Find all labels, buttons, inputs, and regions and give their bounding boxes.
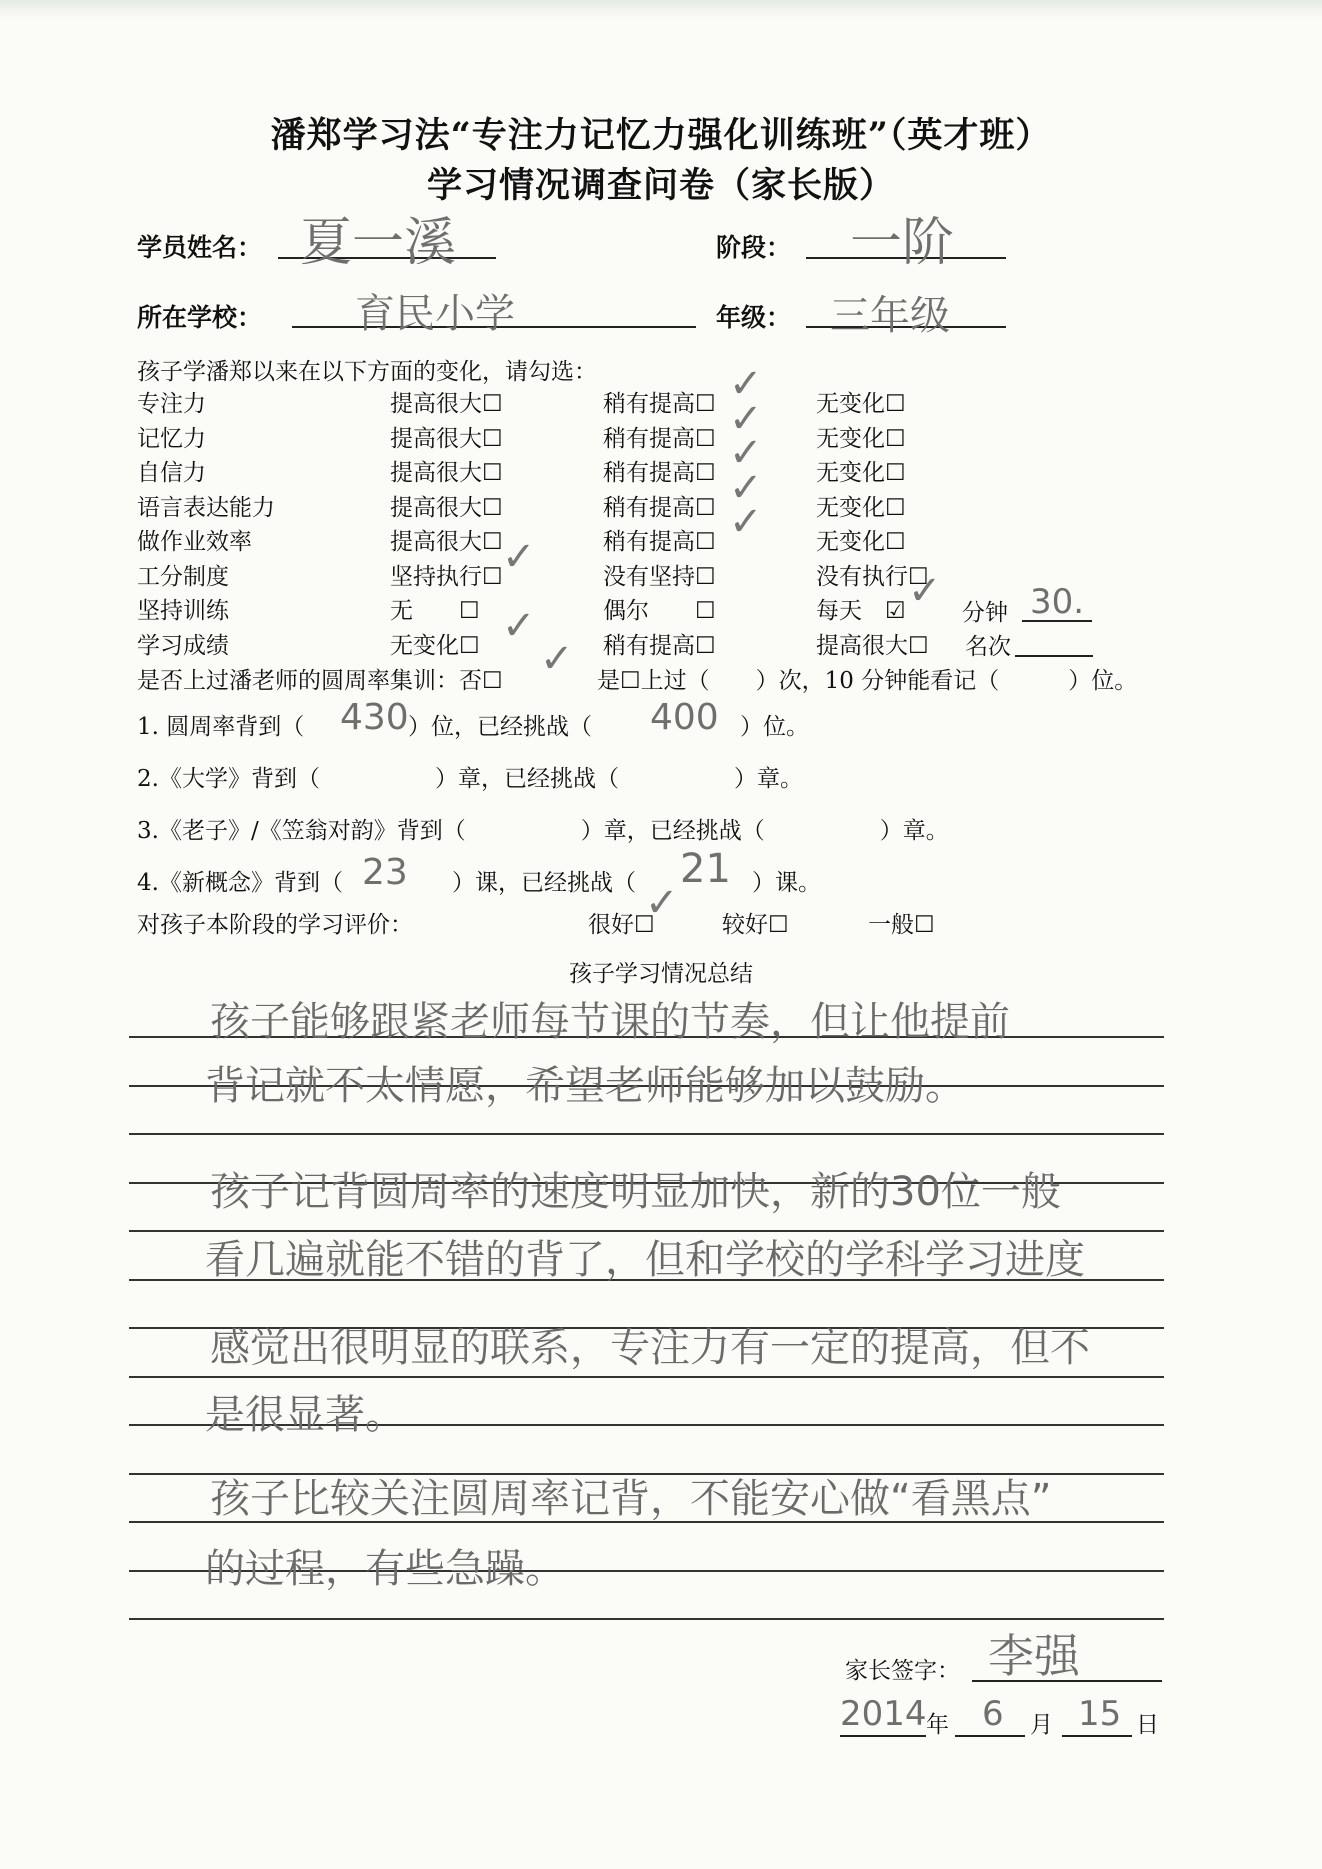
change-option[interactable]: 提高很大☐ — [390, 460, 503, 486]
form-subtitle: 学习情况调查问卷（家长版） — [426, 165, 895, 206]
item1-prefix: 1. 圆周率背到（ — [137, 714, 305, 740]
evaluation-label: 对孩子本阶段的学习评价： — [137, 912, 413, 938]
change-option[interactable]: 稍有提高☐ — [603, 529, 716, 555]
rank-line — [1015, 655, 1093, 657]
change-option[interactable]: 偶尔 ☐ — [603, 598, 716, 624]
summary-line[interactable]: 感觉出很明显的联系，专注力有一定的提高，但不 — [210, 1325, 1090, 1371]
pi-training-question: 是否上过潘老师的圆周率集训：否☐ — [137, 668, 503, 694]
evaluation-good[interactable]: 较好☐ — [722, 912, 789, 938]
change-option[interactable]: 提高很大☐ — [390, 391, 503, 417]
rank-label: 名次 — [965, 634, 1011, 660]
change-row-label: 专注力 — [137, 391, 206, 417]
scan-edge — [0, 0, 1322, 18]
checkmark-icon[interactable]: ✓ — [502, 602, 536, 649]
change-option[interactable]: 每天 ☑ — [816, 598, 906, 624]
ruled-line — [129, 1376, 1164, 1378]
change-option[interactable]: 无变化☐ — [816, 425, 906, 452]
date-year[interactable]: 2014 — [840, 1694, 927, 1734]
grade-value[interactable]: 三年级 — [830, 293, 950, 339]
summary-heading: 孩子学习情况总结 — [569, 961, 753, 987]
checkmark-icon[interactable]: ✓ — [502, 533, 536, 580]
change-option[interactable]: 提高很大☐ — [390, 494, 503, 521]
checkmark-icon[interactable]: ✓ — [729, 430, 763, 476]
change-option[interactable]: 没有执行☐ — [816, 563, 929, 590]
item1-suffix: ）位。 — [740, 714, 809, 740]
signature-label: 家长签字： — [845, 1658, 960, 1684]
stage-value[interactable]: 一阶 — [850, 213, 955, 273]
year-unit: 年 — [926, 1712, 949, 1738]
evaluation-check[interactable]: ✓ — [645, 880, 679, 926]
day-unit: 日 — [1136, 1712, 1159, 1738]
school-label: 所在学校： — [137, 303, 263, 332]
summary-line[interactable]: 看几遍就能不错的背了，但和学校的学科学习进度 — [205, 1237, 1085, 1283]
change-row-label: 自信力 — [137, 460, 206, 486]
item4-value2[interactable]: 21 — [680, 846, 731, 892]
minutes-value[interactable]: 30. — [1030, 582, 1085, 622]
name-value[interactable]: 夏一溪 — [300, 213, 457, 273]
changes-prompt: 孩子学潘郑以来在以下方面的变化，请勾选： — [137, 359, 597, 385]
minutes-label: 分钟 — [962, 600, 1008, 626]
change-row-label: 做作业效率 — [137, 529, 252, 555]
item2: 2.《大学》背到（ ）章，已经挑战（ ）章。 — [137, 766, 803, 792]
change-option[interactable]: 没有坚持☐ — [603, 563, 716, 590]
checkmark-icon[interactable]: ✓ — [729, 361, 763, 407]
checkmark-icon[interactable]: ✓ — [729, 395, 763, 442]
summary-line[interactable]: 背记就不太情愿，希望老师能够加以鼓励。 — [205, 1063, 965, 1109]
name-label: 学员姓名： — [137, 233, 263, 262]
stage-label: 阶段： — [716, 233, 792, 262]
change-option[interactable]: 坚持执行☐ — [390, 563, 503, 590]
item4-suffix: ）课。 — [752, 870, 821, 896]
item1-value2[interactable]: 400 — [650, 697, 719, 738]
change-option[interactable]: 无变化☐ — [390, 632, 480, 659]
grade-label: 年级： — [716, 303, 792, 332]
item4-prefix: 4.《新概念》背到（ — [137, 870, 343, 896]
change-option[interactable]: 提高很大☐ — [390, 529, 503, 555]
item1-middle: ）位，已经挑战（ — [408, 714, 592, 740]
month-line — [955, 1735, 1025, 1737]
date-month[interactable]: 6 — [982, 1694, 1004, 1734]
summary-line[interactable]: 是很显著。 — [205, 1392, 405, 1438]
evaluation-average[interactable]: 一般☐ — [868, 912, 935, 938]
form-title: 潘郑学习法“专注力记忆力强化训练班”（英才班） — [270, 115, 1052, 156]
checkmark-icon[interactable]: ✓ — [908, 568, 942, 614]
item3: 3.《老子》/《笠翁对韵》背到（ ）章，已经挑战（ ）章。 — [137, 818, 949, 844]
change-option[interactable]: 无变化☐ — [816, 391, 906, 417]
item4-value1[interactable]: 23 — [362, 852, 408, 893]
change-option[interactable]: 无变化☐ — [816, 494, 906, 521]
change-option[interactable]: 无 ☐ — [390, 598, 480, 624]
evaluation-very-good[interactable]: 很好☐ — [588, 912, 655, 938]
item4-middle: ）课，已经挑战（ — [452, 870, 636, 896]
day-line — [1062, 1735, 1132, 1737]
change-row-label: 工分制度 — [137, 563, 229, 590]
ruled-line — [129, 1133, 1164, 1135]
change-option[interactable]: 稍有提高☐ — [603, 632, 716, 659]
summary-line[interactable]: 孩子记背圆周率的速度明显加快，新的30位一般 — [210, 1169, 1061, 1215]
change-option[interactable]: 稍有提高☐ — [603, 425, 716, 452]
change-row-label: 学习成绩 — [137, 632, 229, 659]
item1-value1[interactable]: 430 — [340, 697, 409, 738]
change-row-label: 语言表达能力 — [137, 494, 275, 521]
checkmark-icon[interactable]: ✓ — [729, 464, 763, 511]
change-option[interactable]: 提高很大☐ — [390, 425, 503, 452]
signature-value[interactable]: 李强 — [988, 1629, 1080, 1683]
change-option[interactable]: 稍有提高☐ — [603, 494, 716, 521]
change-row-label: 坚持训练 — [137, 598, 229, 624]
summary-line[interactable]: 孩子能够跟紧老师每节课的节奏，但让他提前 — [210, 999, 1010, 1045]
date-day[interactable]: 15 — [1078, 1694, 1122, 1734]
checkmark-icon[interactable]: ✓ — [729, 499, 763, 545]
change-row-label: 记忆力 — [137, 425, 206, 452]
summary-line[interactable]: 孩子比较关注圆周率记背，不能安心做“看黑点” — [210, 1476, 1052, 1522]
change-option[interactable]: 无变化☐ — [816, 460, 906, 486]
summary-line[interactable]: 的过程，有些急躁。 — [205, 1546, 565, 1592]
change-option[interactable]: 无变化☐ — [816, 529, 906, 555]
change-option[interactable]: 稍有提高☐ — [603, 391, 716, 417]
month-unit: 月 — [1030, 1712, 1053, 1738]
year-line — [840, 1735, 926, 1737]
school-value[interactable]: 育民小学 — [355, 291, 515, 337]
change-option[interactable]: 稍有提高☐ — [603, 460, 716, 486]
change-option[interactable]: 提高很大☐ — [816, 632, 929, 659]
pi-training-no-check[interactable]: ✓ — [540, 636, 574, 682]
pi-training-rest: 是☐上过（ ）次，10 分钟能看记（ ）位。 — [597, 668, 1138, 694]
